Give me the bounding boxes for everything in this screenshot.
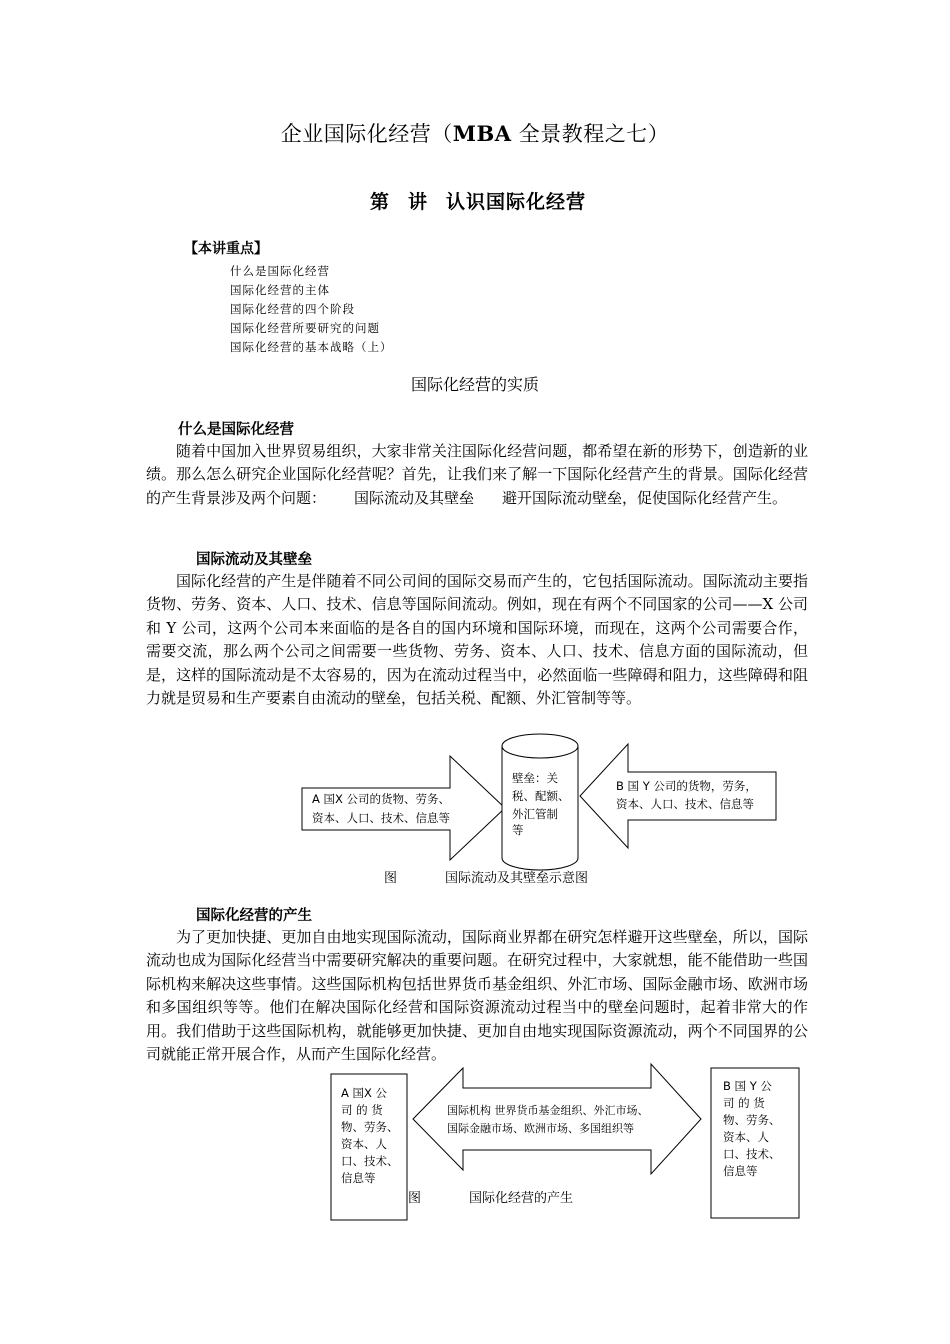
section-title: 国际化经营的实质 — [410, 375, 539, 394]
left-box-text: 口、技术、 — [341, 1154, 399, 1168]
key-point-item: 什么是国际化经营 — [230, 264, 330, 278]
arrow-text: 国际金融市场、欧洲市场、多国组织等 — [447, 1122, 634, 1135]
barrier-text: 等 — [512, 823, 524, 837]
key-point-item: 国际化经营的四个阶段 — [230, 302, 355, 316]
chapter-word-a: 第 — [370, 191, 391, 213]
key-points-list — [230, 262, 393, 357]
left-arrow-text: A 国X 公司的货物、劳务、 — [312, 792, 451, 806]
barrier-text: 壁垒：关 — [512, 771, 558, 785]
left-box-text: 司 的 货 — [341, 1103, 383, 1117]
paragraph-text: 避开国际流动壁垒，促使国际化经营产生。 — [502, 488, 788, 507]
left-box-text: 信息等 — [341, 1171, 376, 1185]
barrier-text: 外汇管制 — [512, 807, 558, 821]
key-point-item: 国际化经营的主体 — [230, 283, 330, 297]
right-arrow-text: 资本、人口、技术、信息等 — [616, 797, 754, 811]
title-bold: MBA — [452, 121, 512, 146]
paragraph — [146, 440, 808, 510]
left-flow-arrow — [302, 756, 505, 860]
chapter-word-b: 讲 — [408, 191, 429, 213]
right-box-text: B 国 Y 公 — [723, 1079, 772, 1093]
left-box-text: 资本、人 — [341, 1137, 387, 1151]
caption-text: 国际化经营的产生 — [469, 1191, 574, 1206]
right-box-text: 信息等 — [723, 1164, 758, 1178]
caption-text: 国际流动及其壁垒示意图 — [445, 871, 589, 886]
paragraph-text: 随着中国加入世界贸易组织，大家非常关注国际化经营问题，都希望在新的形势下，创造新的业绩。那么怎么研究企业国际化经营呢？首先，让我们来了解一下国际化经营产生的背景。国际化经营的产生背景涉及两个问题： — [146, 442, 808, 507]
title-suffix: 全景教程之七） — [511, 122, 670, 146]
paragraph: 国际化经营的产生是伴随着不同公司间的国际交易而产生的，它包括国际流动。国际流动主要指货物、劳务、资本、人口、技术、信息等国际间流动。例如，现在有两个不同国家的公司——X 公司和 Y 公司，这两个公司本来面临的是各自的国内环境和国际环境，而现在，这两个公司需要合作，需要交流，那么两个公司之间需要一些货物、劳务、资本、人口、技术、信息方面的国际流动，但是，这样的国际流动是不太容易的，因为在流动过程当中，必然面临一些障碍和阻力，这些障碍和阻力就是贸易和生产要素自由流动的壁垒，包括关税、配额、外汇管制等等。 — [146, 572, 808, 708]
paragraph-text: 国际流动及其壁垒 — [354, 488, 475, 507]
subsection-heading: 国际化经营的产生 — [196, 908, 312, 924]
barrier-text: 税、配额、 — [512, 789, 570, 803]
arrow-text: 国际机构 世界货币基金组织、外汇市场、 — [447, 1104, 649, 1117]
subsection-heading: 什么是国际化经营 — [178, 422, 294, 438]
title-prefix: 企业国际化经营（ — [280, 122, 453, 146]
right-box-text: 口、技术、 — [723, 1147, 781, 1161]
document-title — [0, 118, 950, 148]
left-arrow-text: 资本、人口、技术、信息等 — [312, 811, 450, 825]
right-box-text: 司 的 货 — [723, 1096, 765, 1110]
right-arrow-text: B 国 Y 公司的货物，劳务， — [616, 779, 757, 793]
double-flow-arrow — [413, 1064, 701, 1174]
caption-label: 图 — [408, 1191, 422, 1206]
key-point-item: 国际化经营所要研究的问题 — [230, 321, 380, 335]
right-box-text: 资本、人 — [723, 1130, 769, 1144]
barrier-cylinder-top — [502, 734, 578, 758]
chapter-heading — [370, 187, 586, 214]
key-points-heading: 【本讲重点】 — [184, 241, 268, 257]
figure-caption — [408, 1187, 573, 1206]
paragraph: 为了更加快捷、更加自由地实现国际流动，国际商业界都在研究怎样避开这些壁垒，所以，国际流动也成为国际化经营当中需要研究解决的重要问题。在研究过程中，大家就想，能不能借助一些国际机构来解决这些事情。这些国际机构包括世界货币基金组织、外汇市场、国际金融市场、欧洲市场和多国组织等等。他们在解决国际化经营和国际资源流动过程当中的壁垒问题时，起着非常大的作用。我们借助于这些国际机构，就能够更加快捷、更加自由地实现国际资源流动，两个不同国界的公司就能正常开展合作，从而产生国际化经营。 — [146, 928, 808, 1064]
chapter-title: 认识国际化经营 — [446, 191, 587, 213]
right-flow-arrow — [580, 744, 776, 848]
caption-label: 图 — [384, 871, 398, 886]
key-point-item: 国际化经营的基本战略（上） — [230, 340, 393, 354]
figure-caption — [384, 867, 588, 886]
left-box-text: A 国X 公 — [341, 1086, 388, 1100]
subsection-heading: 国际流动及其壁垒 — [196, 552, 312, 568]
left-box-text: 物、劳务、 — [341, 1120, 399, 1134]
right-box-text: 物、劳务、 — [723, 1113, 781, 1127]
